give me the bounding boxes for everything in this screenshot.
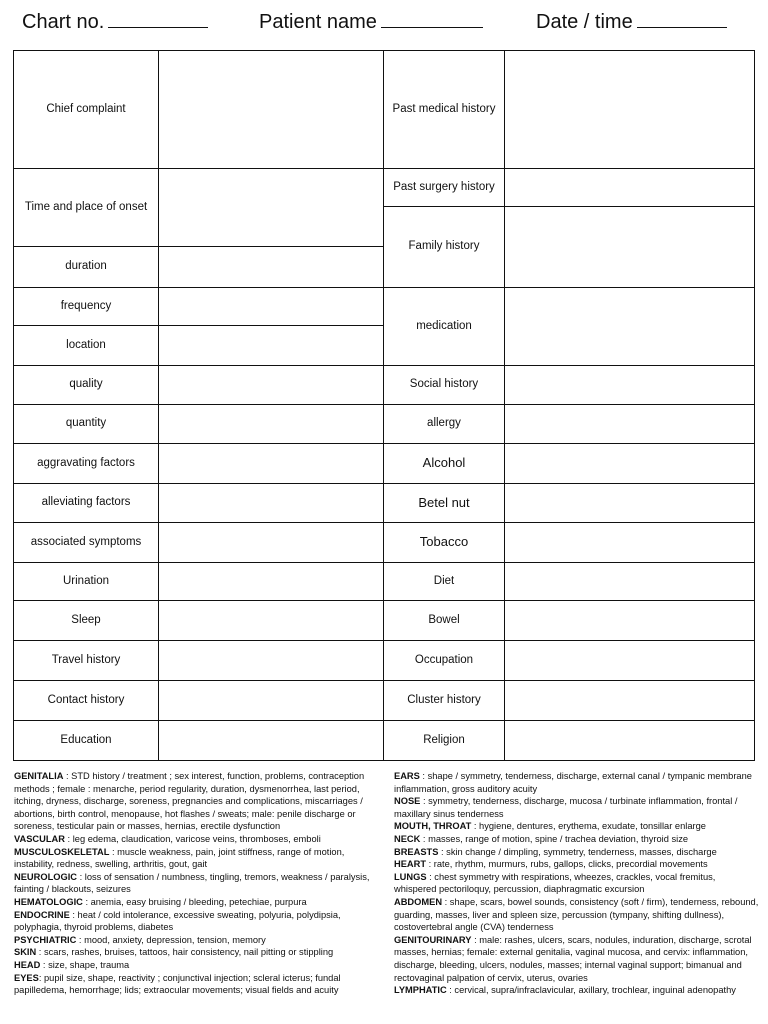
family-history-input[interactable] — [505, 207, 755, 288]
note-breasts: BREASTS : skin change / dimpling, symmetry, tenderness, masses, discharge — [394, 846, 717, 857]
note-mouth-throat: MOUTH, THROAT : hygiene, dentures, erythema, exudate, tonsillar enlarge — [394, 821, 706, 832]
education-input[interactable] — [159, 721, 384, 761]
religion-input[interactable] — [505, 721, 755, 761]
past-surgery-history-label: Past surgery history — [384, 169, 505, 207]
quality-label: quality — [14, 366, 159, 405]
date-time-label: Date / time — [536, 11, 633, 33]
frequency-label: frequency — [14, 288, 159, 326]
sleep-input[interactable] — [159, 601, 384, 641]
travel-history-input[interactable] — [159, 641, 384, 681]
duration-label: duration — [14, 247, 159, 288]
alcohol-label: Alcohol — [384, 444, 505, 484]
contact-history-label: Contact history — [14, 681, 159, 721]
medication-input[interactable] — [505, 288, 755, 366]
past-medical-history-label: Past medical history — [384, 51, 505, 169]
exam-notes-left — [14, 770, 386, 997]
associated-symptoms-input[interactable] — [159, 523, 384, 563]
time-place-onset-label: Time and place of onset — [14, 169, 159, 247]
date-time-blank[interactable] — [637, 10, 727, 28]
note-neurologic: NEUROLOGIC : loss of sensation / numbness, tingling, tremors, weakness / paralysis, fainting / blackouts, seizures — [14, 871, 370, 895]
patient-name-field[interactable] — [259, 10, 483, 34]
bowel-input[interactable] — [505, 601, 755, 641]
chart-no-field[interactable] — [22, 10, 208, 34]
chart-no-label: Chart no. — [22, 11, 105, 33]
diet-label: Diet — [384, 563, 505, 601]
alleviating-factors-input[interactable] — [159, 484, 384, 523]
quality-input[interactable] — [159, 366, 384, 405]
bowel-label: Bowel — [384, 601, 505, 641]
occupation-label: Occupation — [384, 641, 505, 681]
quantity-label: quantity — [14, 405, 159, 444]
social-history-label: Social history — [384, 366, 505, 405]
location-input[interactable] — [159, 326, 384, 366]
note-vascular: VASCULAR : leg edema, claudication, varicose veins, thromboses, emboli — [14, 833, 321, 844]
medication-label: medication — [384, 288, 505, 366]
note-genitourinary: GENITOURINARY : male: rashes, ulcers, scars, nodules, induration, discharge, scrotal masses, hernias; female: external genitalia, vaginal mucosa, and cervix: inflammation, discharge, bleeding, ulcers, nodules, masses; internal vaginal support; bimanual and rectovaginal palpation of cervix, uterus, ovaries — [394, 934, 752, 983]
travel-history-label: Travel history — [14, 641, 159, 681]
associated-symptoms-label: associated symptoms — [14, 523, 159, 563]
allergy-input[interactable] — [505, 405, 755, 444]
quantity-input[interactable] — [159, 405, 384, 444]
occupation-input[interactable] — [505, 641, 755, 681]
location-label: location — [14, 326, 159, 366]
note-lungs: LUNGS : chest symmetry with respirations, wheezes, crackles, vocal fremitus, whispered pectoriloquy, percussion, diaphragmatic excursion — [394, 871, 716, 895]
tobacco-input[interactable] — [505, 523, 755, 563]
past-medical-history-input[interactable] — [505, 51, 755, 169]
note-endocrine: ENDOCRINE : heat / cold intolerance, excessive sweating, polyuria, polydipsia, polyphagia, thyroid problems, diabetes — [14, 909, 341, 933]
patient-name-blank[interactable] — [381, 10, 483, 28]
note-head: HEAD : size, shape, trauma — [14, 959, 130, 970]
chief-complaint-input[interactable] — [159, 51, 384, 169]
aggravating-factors-input[interactable] — [159, 444, 384, 484]
note-psychiatric: PSYCHIATRIC : mood, anxiety, depression, tension, memory — [14, 934, 266, 945]
history-form-table — [13, 50, 755, 761]
family-history-label: Family history — [384, 207, 505, 288]
diet-input[interactable] — [505, 563, 755, 601]
note-nose: NOSE : symmetry, tenderness, discharge, mucosa / turbinate inflammation, frontal / maxillary sinus tenderness — [394, 796, 738, 819]
note-abdomen: ABDOMEN : shape, scars, bowel sounds, consistency (soft / firm), tenderness, rebound, guarding, masses, liver and spleen size, percussion (tympany, shifting dullness), costovertebral angle (CVA) tenderness — [394, 896, 759, 933]
chart-no-blank[interactable] — [108, 10, 208, 28]
alcohol-input[interactable] — [505, 444, 755, 484]
cluster-history-label: Cluster history — [384, 681, 505, 721]
note-neck: NECK : masses, range of motion, spine / trachea deviation, thyroid size — [394, 833, 689, 844]
tobacco-label: Tobacco — [384, 523, 505, 563]
patient-name-label: Patient name — [259, 11, 377, 33]
cluster-history-input[interactable] — [505, 681, 755, 721]
past-surgery-history-input[interactable] — [505, 169, 755, 207]
education-label: Education — [14, 721, 159, 761]
exam-notes-right — [394, 770, 760, 997]
note-lymphatic: LYMPHATIC : cervical, supra/infraclavicular, axillary, trochlear, inguinal adenopathy — [394, 985, 736, 996]
social-history-input[interactable] — [505, 366, 755, 405]
urination-input[interactable] — [159, 563, 384, 601]
religion-label: Religion — [384, 721, 505, 761]
betel-nut-input[interactable] — [505, 484, 755, 523]
note-heart: HEART : rate, rhythm, murmurs, rubs, gallops, clicks, precordial movements — [394, 859, 708, 870]
sleep-label: Sleep — [14, 601, 159, 641]
chief-complaint-label: Chief complaint — [14, 51, 159, 169]
note-eyes: EYES: pupil size, shape, reactivity ; conjunctival injection; scleral icterus; fundal papilledema, hemorrhage; lids; extraocular movements; visual fields and acuity — [14, 972, 341, 996]
duration-input[interactable] — [159, 247, 384, 288]
contact-history-input[interactable] — [159, 681, 384, 721]
note-musculoskeletal: MUSCULOSKELETAL : muscle weakness, pain, joint stiffness, range of motion, instability, redness, swelling, arthritis, gout, gait — [14, 846, 345, 870]
note-ears: EARS : shape / symmetry, tenderness, discharge, external canal / tympanic membrane inflammation, gross auditory acuity — [394, 771, 752, 794]
time-place-onset-input[interactable] — [159, 169, 384, 247]
betel-nut-label: Betel nut — [384, 484, 505, 523]
note-hematologic: HEMATOLOGIC : anemia, easy bruising / bleeding, petechiae, purpura — [14, 896, 307, 907]
allergy-label: allergy — [384, 405, 505, 444]
alleviating-factors-label: alleviating factors — [14, 484, 159, 523]
urination-label: Urination — [14, 563, 159, 601]
note-skin: SKIN : scars, rashes, bruises, tattoos, hair consistency, nail pitting or stippling — [14, 947, 334, 958]
aggravating-factors-label: aggravating factors — [14, 444, 159, 484]
note-genitalia: GENITALIA : STD history / treatment ; sex interest, function, problems, contraception methods ; female : menarche, period regularity, duration, dysmenorrhea, last period, itching, dryness, discharge, soreness, pregnancies and complications, miscarriages / abortions, birth control, menopause, hot flashes / sweats; male: penile discharge or soreness, testicular pain or masses, hernias, erectile dysfunction — [14, 771, 365, 832]
frequency-input[interactable] — [159, 288, 384, 326]
date-time-field[interactable] — [536, 10, 727, 34]
form-header — [0, 10, 768, 40]
